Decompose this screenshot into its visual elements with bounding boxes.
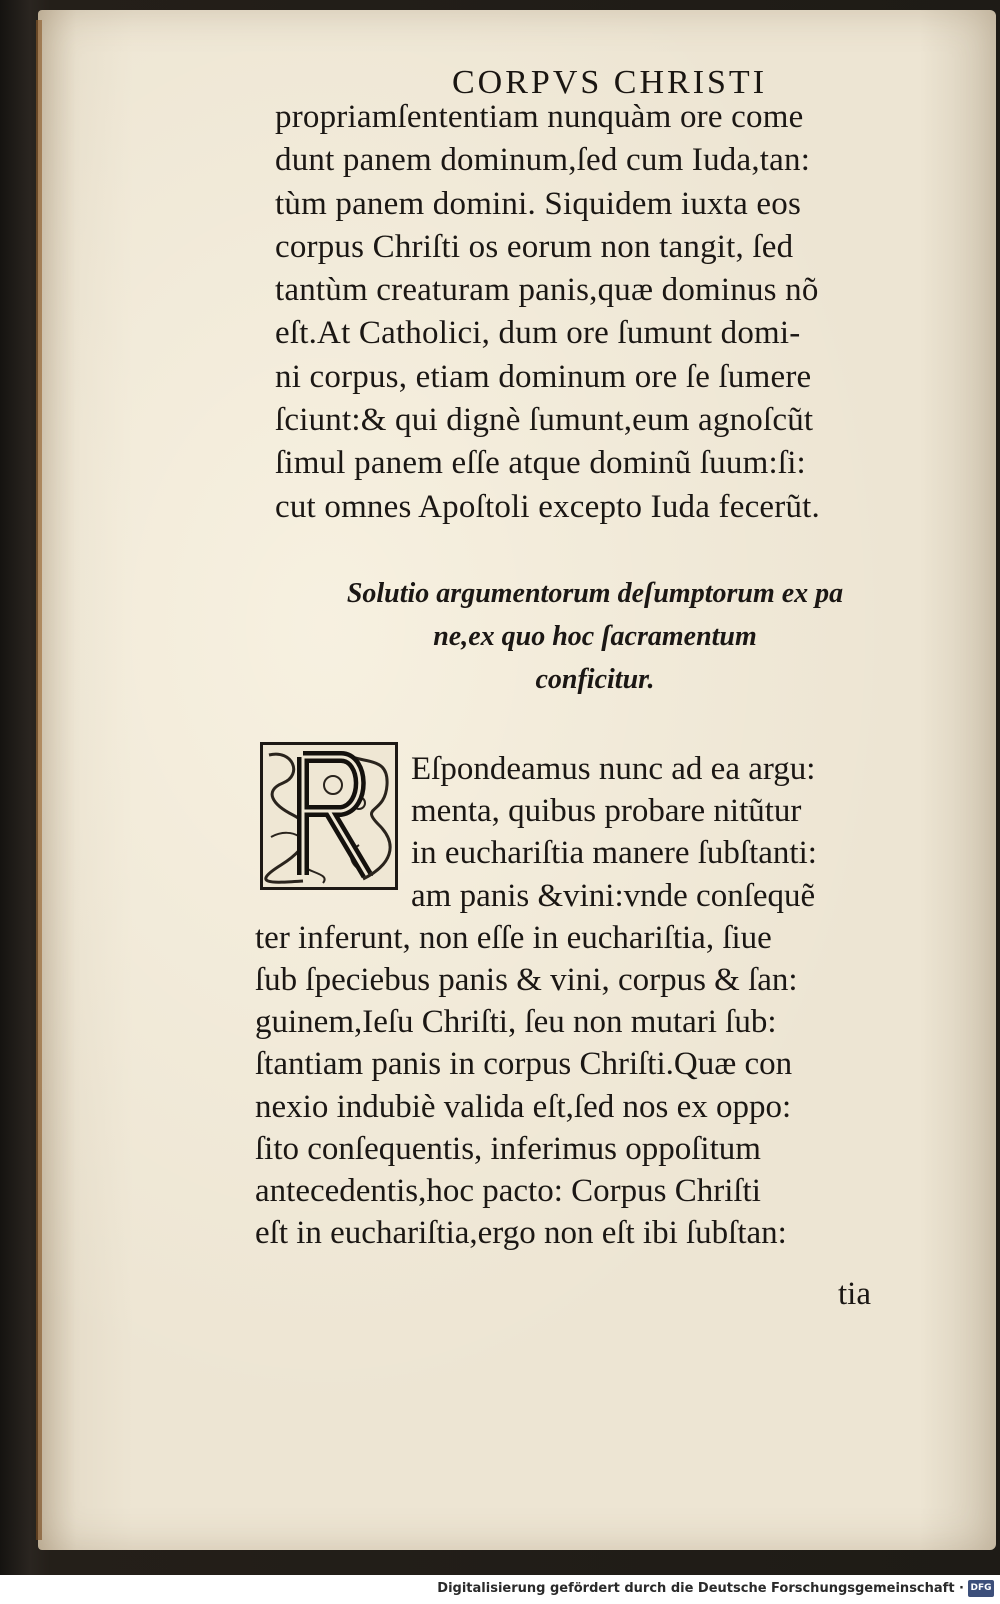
text-line: guinem,Ieſu Chriſti, ſeu non mutari ſub: [255,1004,777,1041]
text-line: ni corpus, etiam dominum ore ſe ſumere [275,358,812,395]
text-line: nexio indubiè valida eſt,ſed nos ex oppo: [255,1088,792,1125]
section-heading [295,572,895,701]
text-line: ſub ſpeciebus panis & vini, corpus & ſan: [255,962,798,999]
running-head: CORPVS CHRISTI [452,64,768,101]
text-line: cut omnes Apoſtoli excepto Iuda fecerũt. [275,488,820,525]
text-line: ter inferunt, non eſſe in euchariſtia, ſiue [255,919,772,956]
catchword: tia [838,1276,871,1312]
text-line: in euchariſtia manere ſubſtanti: [411,835,817,872]
footer-bar [0,1575,1000,1604]
text-line: eſt in euchariſtia,ergo non eſt ibi ſubſtan: [255,1215,787,1252]
heading-line: Solutio argumentorum deſumptorum ex pa [346,578,844,609]
paragraph-1 [275,96,935,529]
funding-credit: Digitalisierung gefördert durch die Deutsche Forschungsgemeinschaft · [437,1581,964,1596]
text-line: eſt.At Catholici, dum ore ſumunt domi- [275,315,801,352]
text-line: ſtantiam panis in corpus Chriſti.Quæ con [255,1046,793,1083]
text-line: dunt panem dominum,ſed cum Iuda,tan: [275,142,811,179]
paragraph-2 [255,748,935,1254]
text-line: propriamſententiam nunquàm ore come [275,99,804,135]
heading-line: ne,ex quo hoc ſacramentum [433,621,757,652]
text-line: ſimul panem eſſe atque dominũ ſuum:ſi: [275,445,806,482]
text-line: menta, quibus probare nitũtur [411,793,802,830]
page-binding-edge [36,20,42,1540]
dfg-logo: DFG [968,1580,994,1597]
text-line: am panis &vini:vnde conſequẽ [411,877,816,914]
text-line: tantùm creaturam panis,quæ dominus nõ [275,272,819,309]
text-line: Eſpondeamus nunc ad ea argu: [411,751,816,787]
text-line: ſito conſequentis, inferimus oppoſitum [255,1130,761,1167]
text-line: corpus Chriſti os eorum non tangit, ſed [275,228,794,265]
text-line: ſciunt:& qui dignè ſumunt,eum agnoſcũt [275,402,814,439]
heading-line: conficitur. [535,664,655,695]
text-line: tùm panem domini. Siquidem iuxta eos [275,185,801,222]
text-line: antecedentis,hoc pacto: Corpus Chriſti [255,1173,761,1210]
